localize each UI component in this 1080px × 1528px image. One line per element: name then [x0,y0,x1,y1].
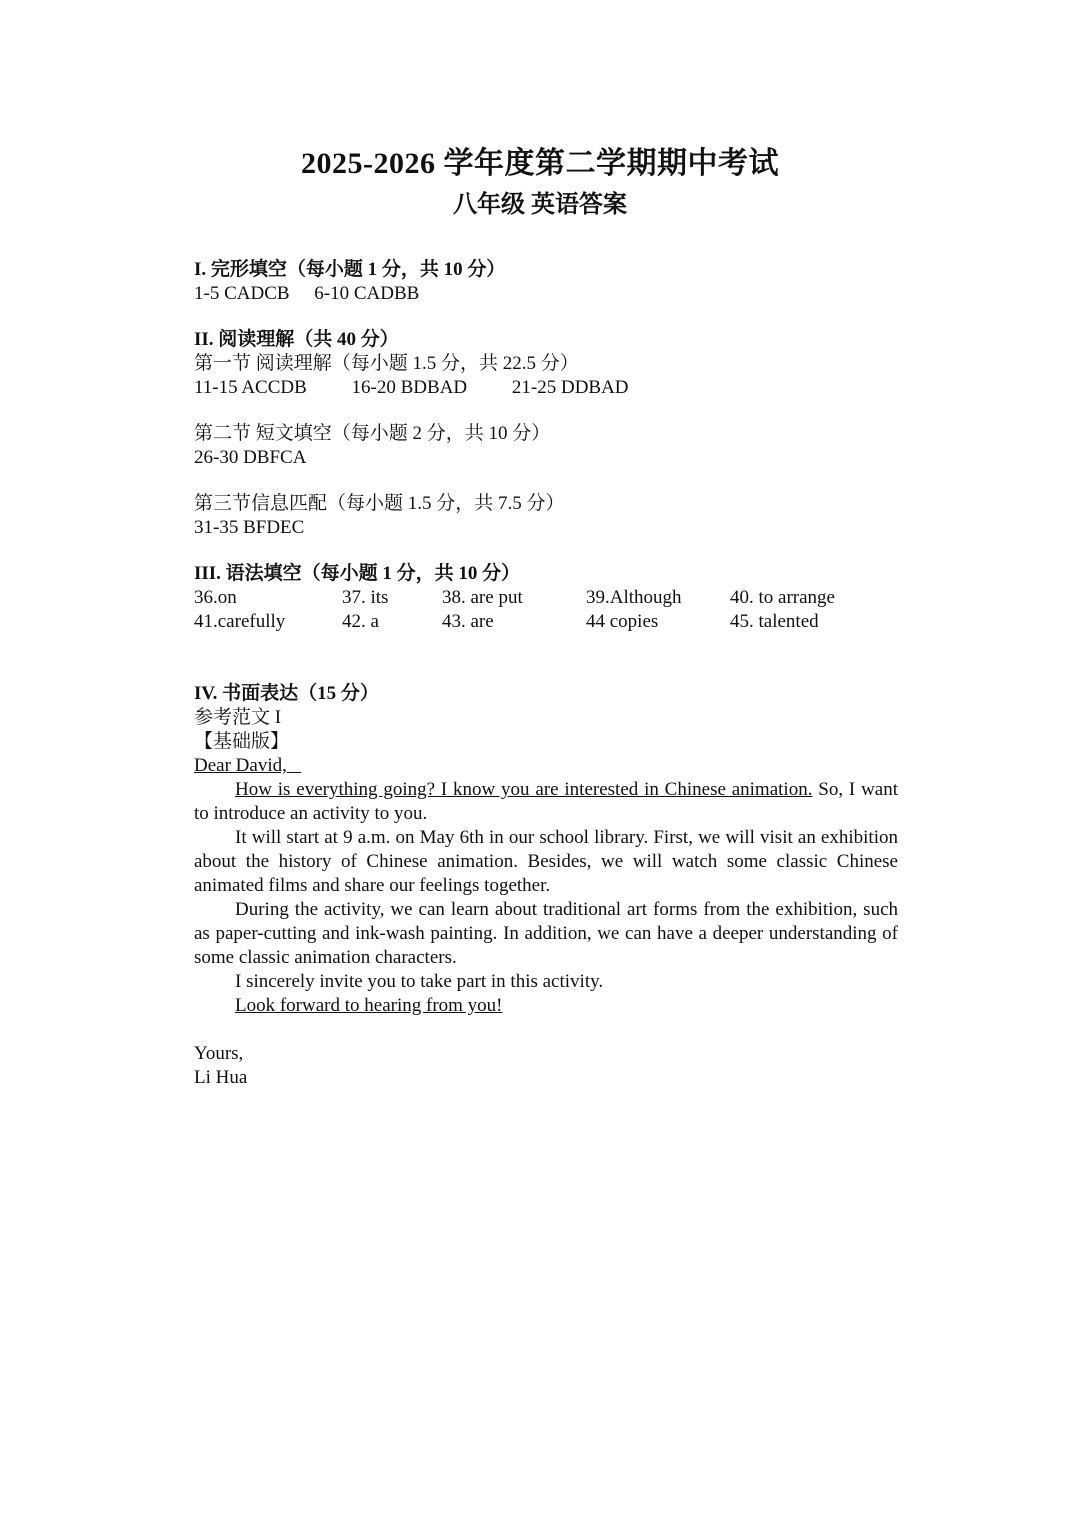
essay-opening-sentence: How is everything going? I know you are interested in Chinese animation. [235,779,813,800]
section2-part1-answers [194,376,898,400]
answer-26-30: 26-30 DBFCA [194,447,307,468]
essay-paragraph-1 [194,778,898,826]
document-subtitle: 八年级 英语答案 [453,192,627,218]
section1-heading: I. 完形填空（每小题 1 分，共 10 分） [194,259,506,280]
answer-31-35: 31-35 BFDEC [194,517,305,538]
answer-38: 38. are put [442,587,523,608]
answer-16-20: 16-20 BDBAD [351,377,468,398]
section4-heading: IV. 书面表达（15 分） [194,683,379,704]
answer-44: 44 copies [586,611,659,632]
answer-content [194,258,898,1090]
essay-closing-sentence: Look forward to hearing from you! [235,995,503,1016]
answer-43: 43. are [442,611,494,632]
document-title: 2025-2026 学年度第二学期期中考试 [301,147,779,180]
answer-6-10: 6-10 CADBB [314,283,420,304]
answer-37: 37. its [342,587,389,608]
answer-40: 40. to arrange [730,587,835,608]
essay-paragraph-4: I sincerely invite you to take part in this activity. [235,971,604,992]
essay-paragraph-3: During the activity, we can learn about traditional art forms from the exhibition, such as paper-cutting and ink-wash painting. In addition, we can have a deeper understanding of some classic animation characters. [194,899,898,968]
section3-heading: III. 语法填空（每小题 1 分，共 10 分） [194,563,521,584]
sample-essay [194,754,898,1090]
section1-answers [194,282,898,306]
essay-paragraph-5 [194,994,898,1018]
answer-21-25: 21-25 DDBAD [511,377,629,398]
answer-45: 45. talented [730,611,819,632]
answer-39: 39.Although [586,587,682,608]
answer-36: 36.on [194,587,237,608]
essay-closing: Yours, [194,1043,244,1064]
section2-heading: II. 阅读理解（共 40 分） [194,329,399,350]
essay-greeting: Dear David, [194,755,287,776]
section2-part2-heading: 第二节 短文填空（每小题 2 分，共 10 分） [194,423,551,444]
answer-41: 41.carefully [194,611,286,632]
essay-paragraph-2: It will start at 9 a.m. on May 6th in our school library. First, we will visit an exhibition about the history of Chinese animation. Besides, we will watch some classic Chinese animated films and share our feelings together. [194,827,898,896]
answer-1-5: 1-5 CADCB [194,283,290,304]
answer-42: 42. a [342,611,379,632]
essay-signature: Li Hua [194,1067,248,1088]
grammar-answers-row-2 [194,610,898,634]
version-label: 【基础版】 [194,731,290,752]
sample-essay-label: 参考范文 I [194,707,282,728]
grammar-answers-row-1 [194,586,898,610]
section2-part1-heading: 第一节 阅读理解（每小题 1.5 分，共 22.5 分） [194,353,579,374]
answer-11-15: 11-15 ACCDB [194,377,307,398]
essay-paragraph-1-rest: So, I want to introduce an activity to you. [194,779,898,824]
section2-part3-heading: 第三节信息匹配（每小题 1.5 分，共 7.5 分） [194,493,565,514]
